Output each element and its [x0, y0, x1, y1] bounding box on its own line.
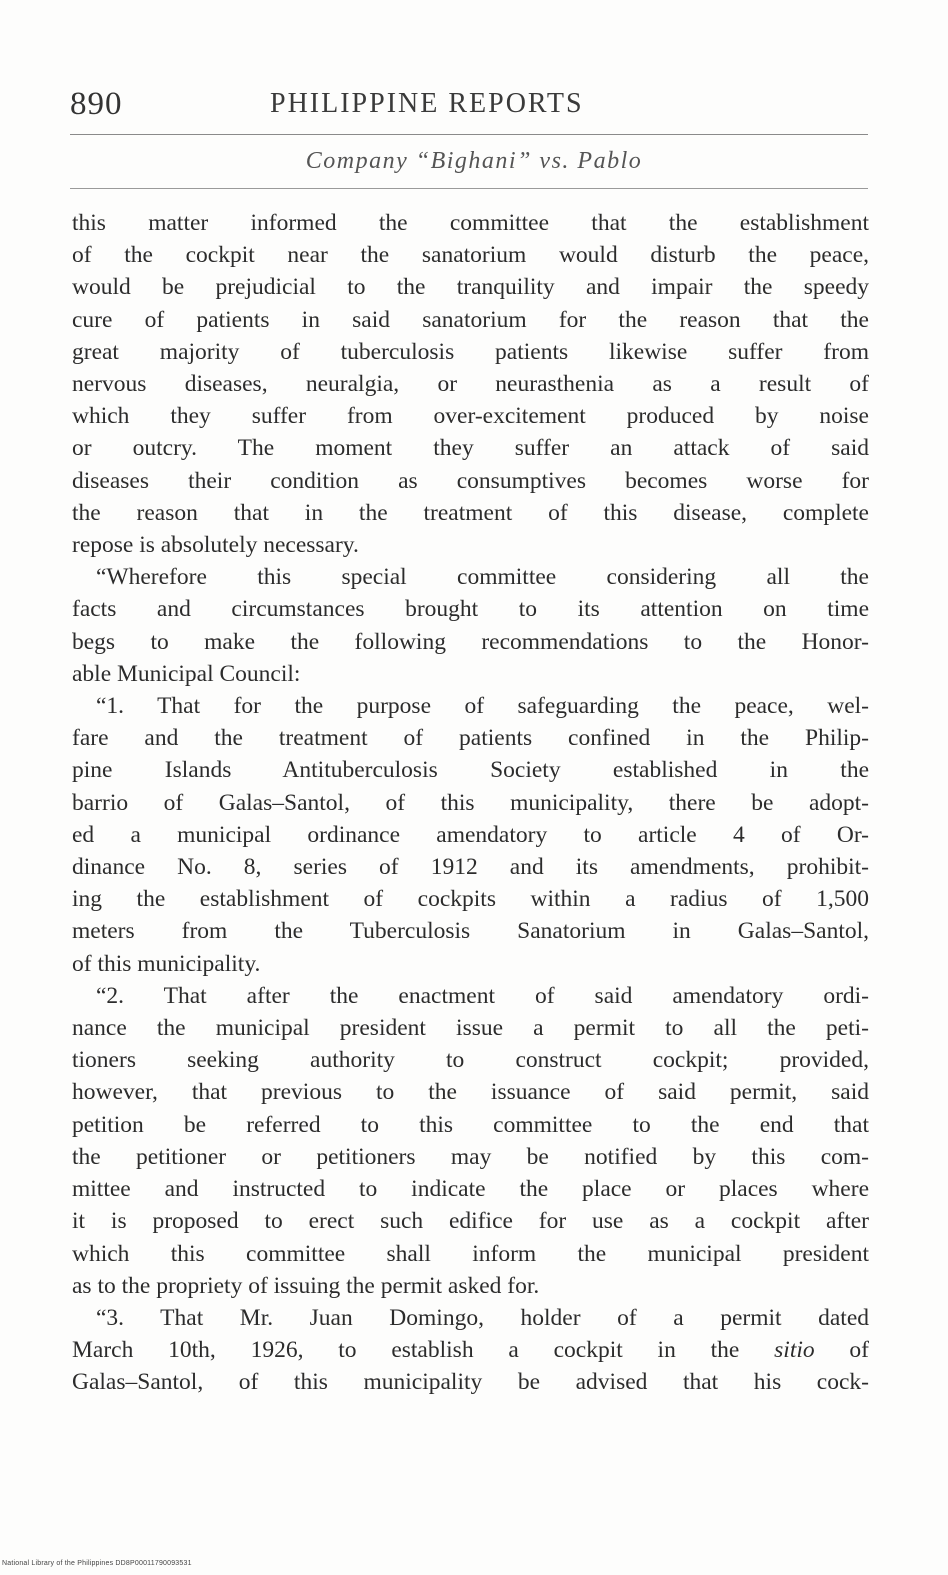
text-line: meters from the Tuberculosis Sanatorium in Galas–Santol,: [72, 918, 869, 945]
text-line: however, that previous to the issuance of said permit, said: [72, 1079, 869, 1106]
text-line: dinance No. 8, series of 1912 and its amendments, prohibit-: [72, 854, 869, 881]
text-line: “Wherefore this special committee considering all the: [96, 564, 869, 591]
text-line: able Municipal Council:: [72, 660, 301, 687]
text-line: which they suffer from over-excitement produced by noise: [72, 403, 869, 430]
body-text: [72, 207, 869, 1399]
text-line: barrio of Galas–Santol, of this municipality, there be adopt-: [72, 789, 869, 816]
text-line: nervous diseases, neuralgia, or neurasthenia as a result of: [72, 371, 869, 398]
text-line: ing the establishment of cockpits within a radius of 1,500: [72, 886, 869, 913]
case-title-rule: [70, 188, 868, 189]
text-line: nance the municipal president issue a permit to all the peti-: [72, 1015, 869, 1042]
text-line: repose is absolutely necessary.: [72, 532, 359, 559]
page-number: 890: [70, 86, 123, 122]
text-line: of this municipality.: [72, 950, 261, 977]
running-head: PHILIPPINE REPORTS: [270, 88, 584, 119]
text-line: or outcry. The moment they suffer an attack of said: [72, 435, 869, 462]
text-line: facts and circumstances brought to its attention on time: [72, 596, 869, 623]
italic-term: sitio: [774, 1337, 815, 1364]
text-line: this matter informed the committee that the establishment: [72, 210, 869, 236]
text-line: tioners seeking authority to construct cockpit; provided,: [72, 1047, 869, 1074]
text-line: the petitioner or petitioners may be notified by this com-: [72, 1143, 869, 1170]
text-line: the reason that in the treatment of this disease, complete: [72, 499, 869, 526]
text-line: mittee and instructed to indicate the place or places where: [72, 1176, 869, 1203]
text-line: “1. That for the purpose of safeguarding the peace, wel-: [96, 693, 869, 720]
library-footer: National Library of the Philippines DD8P00011790093531: [2, 1560, 192, 1567]
text-fragment: March 10th, 1926, to establish a cockpit in the: [72, 1337, 740, 1364]
text-line: Galas–Santol, of this municipality be advised that his cock-: [72, 1369, 869, 1396]
header-rule: [70, 134, 868, 135]
text-line: begs to make the following recommendations to the Honor-: [72, 628, 869, 655]
text-line: ed a municipal ordinance amendatory to article 4 of Or-: [72, 821, 869, 848]
text-line: great majority of tuberculosis patients likewise suffer from: [72, 338, 869, 365]
text-line: would be prejudicial to the tranquility and impair the speedy: [72, 274, 869, 301]
text-line: which this committee shall inform the municipal president: [72, 1240, 869, 1267]
text-line: “2. That after the enactment of said amendatory ordi-: [96, 982, 869, 1009]
text-line: as to the propriety of issuing the permit asked for.: [72, 1272, 540, 1299]
text-line: pine Islands Antituberculosis Society established in the: [72, 757, 869, 784]
text-fragment: of: [849, 1337, 869, 1364]
text-line: diseases their condition as consumptives becomes worse for: [72, 467, 869, 494]
text-line: “3. That Mr. Juan Domingo, holder of a permit dated: [96, 1304, 869, 1331]
text-line: it is proposed to erect such edifice for use as a cockpit after: [72, 1208, 869, 1235]
text-line: [72, 1334, 869, 1366]
text-line: petition be referred to this committee to the end that: [72, 1111, 869, 1138]
text-line: fare and the treatment of patients confined in the Philip-: [72, 725, 869, 752]
text-line: of the cockpit near the sanatorium would disturb the peace,: [72, 242, 869, 269]
text-line: cure of patients in said sanatorium for the reason that the: [72, 306, 869, 333]
case-title: Company “Bighani” vs. Pablo: [305, 148, 643, 174]
